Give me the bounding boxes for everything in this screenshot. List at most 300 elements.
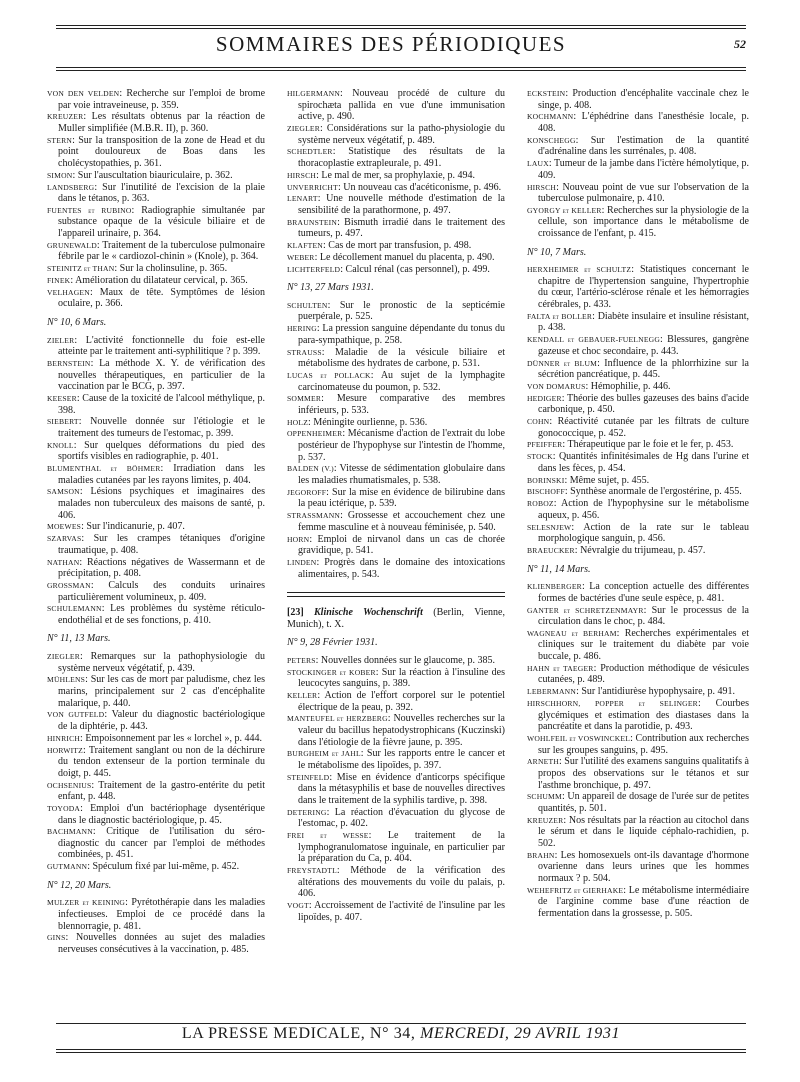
summary-entry: [287, 830, 505, 865]
entry-author: LUCAS et POLLACK: [287, 370, 371, 380]
issue-heading: N° 9, 28 Février 1931.: [287, 637, 378, 649]
entry-author: GYORGY et KELLER: [527, 205, 602, 215]
footer-rule-top: [56, 1023, 746, 1024]
entry-text: : Irradiation dans les maladies cutanées par les rayons limites, p. 404.: [58, 463, 265, 486]
entry-author: KNOLL: [47, 440, 74, 450]
entry-author: VOGT: [287, 901, 309, 911]
entry-author: ARNETH: [527, 757, 559, 767]
summary-entry: [47, 674, 265, 709]
entry-text: : Grossesse et accouchement chez une femme masculine et à nouveau féminisée, p. 540.: [298, 510, 505, 533]
entry-author: ECKSTEIN: [527, 89, 566, 98]
entry-text: : Bismuth irradié dans le traitement des tumeurs, p. 497.: [298, 216, 505, 240]
summary-entry: [527, 663, 749, 686]
entry-author: FALTA et BOLLER: [527, 311, 593, 321]
entry-author: GRUNEWALD: [47, 240, 97, 250]
entry-text: : Maladie de la vésicule biliaire et métabolisme des hydrates de carbone, p. 531.: [298, 346, 505, 370]
summary-entry: [527, 158, 749, 181]
entry-text: : La réaction d'évacuation du glycose de l'estomac, p. 402.: [298, 806, 505, 830]
entry-author: UNVERRICHT: [287, 182, 338, 192]
entry-author: SCHUMM: [527, 792, 562, 802]
entry-author: STRAUSS: [287, 347, 322, 357]
entry-text: : Le mal de mer, sa prophylaxie, p. 494.: [316, 169, 476, 181]
entry-author: HERING: [287, 324, 317, 334]
entry-author: DETERING: [287, 807, 327, 817]
summary-entry: [527, 498, 749, 521]
summary-entry: [527, 88, 749, 111]
summary-entry: [47, 275, 265, 287]
summary-entry: [527, 791, 749, 814]
entry-author: KREUZER: [47, 112, 84, 122]
entry-text: : Mesure comparative des membres inférieurs, p. 533.: [298, 393, 505, 416]
summary-entry: [287, 655, 505, 667]
entry-text: : Sur le pronostic de la septicémie puerpérale, p. 525.: [298, 299, 505, 323]
summary-entry: [287, 347, 505, 370]
section-divider: [287, 592, 505, 597]
page-header: [56, 25, 746, 73]
entry-author: WEBER: [287, 252, 315, 262]
summary-entry: [287, 370, 505, 393]
entry-author: STRASSMANN: [287, 511, 341, 521]
issue-heading: N° 11, 14 Mars.: [527, 563, 591, 575]
entry-author: SCHEDTLER: [287, 147, 333, 157]
entry-text: : Sur quelques déformations du pied des sportifs visibles en radiographie, p. 401.: [58, 439, 265, 463]
entry-text: : Méningite ourlienne, p. 536.: [308, 416, 428, 428]
summary-entry: [527, 393, 749, 416]
summary-entry: [527, 135, 749, 158]
issue-heading: N° 13, 27 Mars 1931.: [287, 282, 374, 294]
summary-entry: [287, 264, 505, 276]
entry-author: SIEBERT: [47, 417, 79, 427]
entry-author: BORINSKI: [527, 475, 565, 485]
entry-text: : Un appareil de dosage de l'urée sur de petites quantités, p. 501.: [538, 791, 749, 814]
entry-author: SCHULEMANN: [47, 604, 102, 614]
entry-text: : Progrès dans le domaine des intoxications alimentaires, p. 543.: [298, 556, 505, 580]
entry-text: : Théorie des bulles gazeuses des bains d'acide carbonique, p. 450.: [538, 392, 749, 416]
entry-text: : Mécanisme d'action de l'extrait du lobe postérieur de l'hypophyse sur l'intestin de l'homme, p. 537.: [298, 428, 505, 463]
entry-text: : Nouveau point de vue sur l'observation de la tuberculose pulmonaire, p. 410.: [538, 181, 749, 205]
entry-author: KLAFTEN: [287, 241, 323, 251]
summary-entry: [287, 748, 505, 771]
summary-entry: [47, 651, 265, 674]
summary-entry: [527, 451, 749, 474]
summary-entry: [527, 545, 749, 557]
entry-author: HILGERMANN: [287, 89, 341, 98]
summary-entry: [287, 193, 505, 216]
entry-text: : Sur le processus de la circulation dans le choc, p. 484.: [538, 604, 749, 628]
entry-author: SAMSON: [47, 487, 80, 497]
entry-author: HORN: [287, 534, 310, 544]
entry-text: : Emploi d'un bactériophage dysentérique dans le diagnostic bactériologique, p. 45.: [58, 802, 265, 826]
summary-entry: [47, 932, 265, 955]
entry-author: NATHAN: [47, 557, 80, 567]
entry-text: : Synthèse anormale de l'ergostérine, p. 455.: [564, 486, 742, 498]
summary-entry: [527, 686, 749, 698]
entry-author: HOLZ: [287, 417, 309, 427]
entry-text: : Empoisonnement par les « lorchel », p. 444.: [80, 732, 262, 744]
entry-author: WOHLFEIL et VOSWINCKEL: [527, 733, 631, 743]
entry-text: : Lésions psychiques et imaginaires des malades non tuberculeux des maisons de santé, p. 406.: [58, 486, 265, 521]
entry-author: LEBERMANN: [527, 687, 577, 697]
footer-journal: LA PRESSE MEDICALE, N° 34,: [181, 1025, 416, 1042]
entry-text: : Production d'encéphalite vaccinale chez le singe, p. 408.: [538, 88, 749, 111]
entry-text: : Blessures, gangrène gazeuse et choc secondaire, p. 443.: [538, 334, 749, 357]
entry-author: BALDEN (V.): [287, 464, 334, 474]
entry-text: : Au sujet de la lymphagite carcinomateuse du poumon, p. 532.: [298, 369, 505, 393]
entry-text: : Quantités infinitésimales de Hg dans l'urine et dans les fèces, p. 454.: [538, 451, 749, 474]
entry-text: : Action de l'effort corporel sur le potentiel électrique de la peau, p. 392.: [298, 690, 505, 713]
summary-entry: [287, 428, 505, 463]
entry-author: PETERS: [287, 655, 316, 665]
entry-text: : Sur l'utilité des examens sanguins qualitatifs à propos des observations sur le tétanos et sur l'asthme bronchique, p. 497.: [538, 756, 749, 791]
entry-text: : La pression sanguine dépendante du tonus du para-sympathique, p. 258.: [298, 323, 505, 346]
entry-author: KEESER: [47, 393, 77, 403]
entry-text: : Courbes glycémiques et estimation des diastases dans la pancréatite et dans la parotidie, p. 493.: [538, 698, 749, 733]
entry-text: : Valeur du diagnostic bactériologique de la diphtérie, p. 443.: [58, 709, 265, 732]
entry-text: : Le métabolisme intermédiaire de l'arginine comme base d'une réaction de fermentation dans la grossesse, p. 505.: [538, 884, 750, 919]
entry-author: GINS: [47, 933, 66, 943]
entry-text: : Hémophilie, p. 446.: [585, 380, 671, 392]
footer-text: [56, 1025, 746, 1043]
summary-entry: [47, 897, 265, 932]
entry-text: : Méthode de la vérification des altérations des mouvements du voile du palais, p. 406.: [298, 865, 505, 900]
entry-author: VON GUTFELD: [47, 710, 105, 720]
entry-author: LAUX: [527, 159, 549, 169]
journal-details: (Berlin, Vienne, Munich), t. X.: [287, 607, 505, 630]
summary-entry: [47, 263, 265, 275]
entry-text: : Sur l'indicanurie, p. 407.: [81, 521, 185, 533]
entry-text: : Mise en évidence d'anticorps spécifique dans la métasyphilis et base de nouvelles directives dans le traitement de la syphilis tardive, p. 398.: [298, 771, 505, 806]
entry-text: : Sur l'estimation de la quantité d'adrénaline dans les surrénales, p. 408.: [538, 134, 749, 158]
summary-entry: [47, 240, 265, 263]
footer-rule-bottom: [56, 1049, 746, 1050]
summary-entry: [47, 358, 265, 393]
entry-author: FREI et WESSE: [287, 831, 369, 841]
entry-text: : Les homosexuels ont-ils davantage d'hormone ovarienne dans leurs urines que les hommes normaux ? p. 504.: [538, 849, 749, 884]
summary-entry: [47, 393, 265, 416]
summary-entry: [287, 667, 505, 690]
entry-text: : Nouvelles données au sujet des maladies nerveuses consécutives à la vaccination, p. 485.: [58, 932, 265, 955]
entry-text: : Diabète insulaire et insuline résistant, p. 438.: [538, 310, 749, 334]
entry-text: : Les problèmes du système réticulo-endothélial et de ses fonctions, p. 410.: [58, 603, 265, 626]
entry-text: : Traitement de la gastro-entérite du petit enfant, p. 448.: [58, 779, 265, 803]
entry-author: LINDEN: [287, 557, 317, 567]
summary-entry: [287, 252, 505, 264]
entry-author: SOMMER: [287, 394, 322, 404]
entry-author: GUTMANN: [47, 862, 88, 872]
entry-author: KENDALL et GEBAUER-FUELNEGG: [527, 335, 661, 345]
entry-author: SCHULTEN: [287, 300, 328, 310]
entry-author: BRAEUCKER: [527, 545, 575, 555]
page-title: SOMMAIRES DES PÉRIODIQUES: [215, 32, 567, 56]
summary-entry: [287, 217, 505, 240]
entry-author: LANDSBERG: [47, 182, 95, 192]
entry-author: MÜHLENS: [47, 675, 86, 685]
entry-text: : Vitesse de sédimentation globulaire dans les maladies rhumatismales, p. 538.: [298, 463, 505, 486]
entry-author: HERXHEIMER et SCHULTZ: [527, 265, 632, 275]
entry-text: : Production méthodique de vésicules cutanées, p. 489.: [538, 662, 749, 686]
column-middle: [287, 88, 505, 923]
entry-text: : Calculs des conduits urinaires particulièrement volumineux, p. 409.: [58, 579, 265, 603]
entry-author: BISCHOFF: [527, 487, 565, 497]
entry-text: : Accroissement de l'activité de l'insuline par les lipoïdes, p. 407.: [298, 900, 505, 923]
summary-entry: [287, 300, 505, 323]
entry-text: : Maux de tête. Symptômes de lésion oculaire, p. 366.: [58, 286, 265, 310]
entry-text: : Sur les rapports entre le cancer et le métabolisme des lipoïdes, p. 397.: [298, 748, 505, 771]
summary-entry: [47, 287, 265, 310]
summary-entry: [47, 826, 265, 861]
header-rule-bottom: [56, 70, 746, 71]
summary-entry: [47, 709, 265, 732]
summary-entry: [47, 780, 265, 803]
entry-author: COHN: [527, 417, 550, 427]
summary-entry: [527, 358, 749, 381]
entry-text: : Recherches expérimentales et cliniques sur le traitement du diabète par voie buccale, p. 486.: [538, 627, 750, 663]
summary-entry: [287, 123, 505, 146]
header-rule-bottom-inner: [56, 67, 746, 68]
entry-author: ROBOZ: [527, 499, 554, 509]
journal-heading: [287, 607, 505, 630]
entry-text: : Sur la mise en évidence de bilirubine dans la peau ictérique, p. 539.: [298, 486, 505, 510]
entry-author: KONSCHEGG: [527, 135, 576, 145]
entry-author: BERNSTEIN: [47, 358, 91, 368]
entry-text: : Amélioration du dilatateur cervical, p. 365.: [70, 275, 248, 286]
entry-text: : Statistique des résultats de la thoracoplastie extrapleurale, p. 491.: [298, 146, 505, 169]
summary-entry: [287, 865, 505, 900]
summary-entry: [47, 603, 265, 626]
entry-text: : Remarques sur la pathophysiologie du système nerveux végétatif, p. 439.: [58, 651, 265, 674]
summary-entry: [527, 311, 749, 334]
summary-entry: [47, 745, 265, 780]
entry-text: : Calcul rénal (cas personnel), p. 499.: [340, 263, 490, 275]
entry-author: LICHTERFELD: [287, 264, 341, 274]
entry-text: : Réactions négatives de Wassermann et de précipitation, p. 408.: [58, 556, 265, 580]
summary-entry: [527, 581, 749, 604]
entry-author: SZARVAS: [47, 534, 82, 544]
entry-text: : Contribution aux recherches sur les groupes sanguins, p. 495.: [538, 732, 750, 756]
entry-author: HINRICH: [47, 733, 81, 743]
summary-entry: [287, 393, 505, 416]
entry-text: : Nouvelles recherches sur la valeur du bacillus hepatodystrophicans (Kuczinski) dans l'étiologie de la fièvre jaune, p. 395.: [298, 713, 505, 748]
summary-entry: [47, 463, 265, 486]
summary-entry: [287, 170, 505, 182]
entry-author: FREYSTADTL: [287, 866, 337, 876]
summary-entry: [47, 486, 265, 521]
entry-text: : Un nouveau cas d'acéticonisme, p. 496.: [337, 181, 502, 193]
entry-text: : Sur la transposition de la zone de Head et du point douloureux de Boas dans les cholécystopathies, p. 361.: [58, 134, 265, 169]
entry-text: : Le traitement de la lymphogranulomatose inguinale, en particulier par la préparation du Ca, p. 404.: [298, 830, 505, 865]
header-rule-top: [56, 25, 746, 26]
summary-entry: [287, 713, 505, 748]
entry-author: VON DOMARUS: [527, 381, 586, 391]
summary-entry: [47, 440, 265, 463]
summary-entry: [527, 264, 749, 310]
entry-text: : La méthode X. Y. de vérification des nouvelles thérapeutiques, en particulier de la vaccination par le BCG, p. 397.: [58, 357, 265, 393]
entry-author: MANTEUFEL et HERZBERG: [287, 714, 388, 724]
entry-author: MOEWES: [47, 522, 82, 532]
entry-text: : Nouvelle donnée sur l'étiologie et le traitement des tumeurs de l'estomac, p. 399.: [58, 416, 265, 439]
summary-entry: [47, 861, 265, 873]
entry-author: KOCHMANN: [527, 112, 574, 122]
entry-author: STOCK: [527, 452, 553, 462]
entry-author: LENART: [287, 194, 318, 204]
entry-author: BLUMENTHAL et BÖHMER: [47, 464, 161, 474]
summary-entry: [47, 803, 265, 826]
entry-text: : Le décollement manuel du placenta, p. 490.: [314, 251, 495, 263]
entry-text: : Spéculum fixé par lui-même, p. 452.: [87, 861, 240, 873]
summary-entry: [47, 170, 265, 182]
entry-text: : L'activité fonctionnelle du foie est-elle atteinte par le traitement anti-syphilitique ? p. 399.: [58, 334, 265, 358]
summary-entry: [287, 690, 505, 713]
summary-entry: [47, 111, 265, 134]
entry-author: OPPENHEIMER: [287, 429, 343, 439]
summary-entry: [287, 772, 505, 807]
entry-text: : Cause de la toxicité de l'alcool méthylique, p. 398.: [58, 392, 265, 416]
entry-author: BRAHN: [527, 850, 555, 860]
summary-entry: [47, 335, 265, 358]
entry-author: HEDIGER: [527, 393, 562, 403]
entry-text: : Une nouvelle méthode d'estimation de la sensibilité de la parathormone, p. 497.: [298, 193, 505, 216]
entry-text: : Traitement sanglant ou non de la déchirure du tendon extenseur de la portion terminale du doigt, p. 445.: [58, 744, 265, 779]
entry-text: : Recherches sur la physiologie de la cellule, son importance dans le métabolisme de croissance de l'enfant, p. 415.: [538, 204, 749, 240]
entry-text: : Réactivité cutanée par les filtrats de culture gonococcique, p. 452.: [538, 416, 749, 439]
entry-text: : Action de l'hypophysine sur le métabolisme aqueux, p. 456.: [538, 498, 749, 521]
summary-entry: [527, 182, 749, 205]
entry-author: MULZER et KEINING: [47, 898, 126, 908]
page-footer: [56, 1023, 746, 1057]
entry-text: : Nouveau procédé de culture du spirochæta pallida en vue d'une immunisation active, p. 490.: [298, 88, 505, 123]
entry-author: STEINFELD: [287, 772, 330, 782]
summary-entry: [527, 756, 749, 791]
summary-entry: [527, 885, 749, 920]
entry-author: WAGNEAU et BERHAM: [527, 628, 617, 638]
entry-text: : Cas de mort par transfusion, p. 498.: [323, 240, 472, 252]
page-number: 52: [734, 37, 746, 51]
entry-text: : Statistiques concernant le chapitre de l'hypertension sanguine, l'hypertrophie du cœur, l'artério-sclérose rénale et les hémorragies cérébrales, p. 433.: [538, 264, 749, 311]
entry-author: ZIEGLER: [287, 123, 321, 133]
entry-text: : Pyrétothérapie dans les maladies infectieuses. Emploi de ce procédé dans la blennorragie, p. 481.: [58, 897, 265, 932]
entry-author: WEHEFRITZ et GIERHAKE: [527, 885, 624, 895]
summary-entry: [287, 487, 505, 510]
summary-entry: [287, 88, 505, 123]
summary-entry: [287, 534, 505, 557]
entry-author: TOYODA: [47, 803, 81, 813]
entry-author: KLIENBERGER: [527, 582, 582, 592]
header-rule-top-inner: [56, 28, 746, 29]
entry-text: : Sur la réaction à l'insuline des leucocytes sanguins, p. 389.: [298, 666, 505, 690]
entry-text: : Sur les cas de mort par paludisme, chez les marins, principalement sur 2 cas d'encéphalite malarique, p. 440.: [58, 674, 265, 709]
summary-entry: [287, 417, 505, 429]
summary-entry: [527, 698, 749, 733]
issue-heading: N° 11, 13 Mars.: [47, 633, 111, 645]
entry-author: ZIEGLER: [47, 652, 81, 662]
summary-entry: [527, 850, 749, 885]
summary-entry: [527, 522, 749, 545]
entry-author: VELHAGEN: [47, 287, 90, 297]
footer-date: MERCREDI, 29 AVRIL 1931: [420, 1025, 621, 1042]
entry-author: STOCKINGER et KOBER: [287, 667, 376, 677]
column-left: [47, 88, 265, 956]
entry-author: HIRSCH: [287, 170, 317, 180]
entry-author: SIMON: [47, 170, 73, 180]
column-right: [527, 88, 749, 920]
entry-text: : Les résultats obtenus par la réaction de Muller simplifiée (M.B.R. II), p. 360.: [58, 111, 265, 134]
entry-author: HAHN et TAEGER: [527, 663, 594, 673]
entry-author: OCHSENIUS: [47, 780, 92, 790]
entry-author: KREUZER: [527, 815, 564, 825]
entry-text: : Nos résultats par la réaction au citochol dans le sérum et dans le liquide céphalo-rachidien, p. 502.: [538, 814, 749, 849]
entry-text: : Traitement de la tuberculose pulmonaire fébrile par le « cardiozol-chinin » (Knole), p. 364.: [58, 239, 265, 263]
entry-text: : Nouvelles données sur le glaucome, p. 385.: [315, 654, 496, 666]
summary-entry: [287, 900, 505, 923]
entry-author: SELESNJEW: [527, 522, 572, 532]
summary-entry: [287, 807, 505, 830]
summary-entry: [47, 521, 265, 533]
summary-entry: [47, 733, 265, 745]
entry-author: JEGOROFF: [287, 487, 327, 497]
entry-text: : Influence de la phlorrhizine sur la sécrétion pancréatique, p. 445.: [538, 357, 749, 381]
entry-text: : Même sujet, p. 455.: [564, 474, 650, 486]
entry-text: : Sur l'antidiurèse hypophysaire, p. 491.: [576, 686, 736, 698]
entry-author: HIRSCH: [527, 182, 557, 192]
entry-text: : Sur la cholinsuline, p. 365.: [114, 263, 228, 275]
entry-text: : Emploi de nirvanol dans un cas de chorée gravidique, p. 541.: [298, 533, 505, 557]
summary-entry: [47, 533, 265, 556]
summary-entry: [47, 416, 265, 439]
issue-heading: N° 10, 7 Mars.: [527, 246, 587, 258]
entry-text: : Sur les crampes tétaniques d'origine traumatique, p. 408.: [58, 533, 265, 556]
summary-entry: [47, 557, 265, 580]
entry-author: STERN: [47, 135, 73, 145]
entry-author: ZIELER: [47, 335, 75, 345]
summary-entry: [527, 416, 749, 439]
footer-rule-bottom-inner: [56, 1052, 746, 1053]
summary-entry: [527, 381, 749, 393]
issue-heading: N° 10, 6 Mars.: [47, 316, 107, 328]
entry-author: BRAUNSTEIN: [287, 217, 338, 227]
entry-author: PFEIFFER: [527, 440, 563, 450]
entry-author: BURGHEIM et JAHL: [287, 749, 361, 759]
entry-author: FUENTES et RUBINO: [47, 205, 132, 215]
summary-entry: [47, 580, 265, 603]
entry-text: : Sur l'inutilité de l'excision de la plaie dans le tétanos, p. 363.: [58, 181, 265, 205]
entry-author: DÜNNER et BLUM: [527, 358, 598, 368]
entry-author: HIRSCHHORN, POPPER et SELINGER: [527, 699, 698, 708]
summary-entry: [47, 135, 265, 170]
entry-text: : Critique de l'utilisation du séro-diagnostic du cancer par l'emploi de méthodes combinées, p. 451.: [58, 826, 265, 861]
summary-entry: [47, 182, 265, 205]
entry-author: GANTER et SCHRETZENMAYR: [527, 605, 644, 615]
entry-author: BACHMANN: [47, 827, 93, 837]
journal-number: [23]: [287, 607, 304, 619]
entry-text: : Névralgie du trijumeau, p. 457.: [574, 544, 706, 556]
entry-text: : La conception actuelle des différentes formes de bactéries d'une seule espèce, p. 481.: [538, 581, 749, 604]
entry-author: VON DEN VELDEN: [47, 89, 120, 98]
entry-text: : L'éphédrine dans l'anesthésie locale, p. 408.: [538, 111, 749, 134]
summary-entry: [47, 88, 265, 111]
entry-text: : Recherche sur l'emploi de brome par voie intraveineuse, p. 359.: [58, 88, 266, 111]
summary-entry: [527, 205, 749, 240]
summary-entry: [287, 323, 505, 346]
entry-text: : Action de la rate sur le tableau morphologique sanguin, p. 456.: [538, 521, 749, 545]
summary-entry: [527, 475, 749, 487]
entry-author: HORWITZ: [47, 745, 83, 755]
entry-text: : Thérapeutique par le foie et le fer, p. 453.: [562, 439, 734, 451]
entry-author: FINEK: [47, 276, 71, 285]
summary-entry: [47, 205, 265, 240]
summary-entry: [527, 439, 749, 451]
entry-author: GROSSMAN: [47, 580, 91, 590]
summary-entry: [287, 557, 505, 580]
